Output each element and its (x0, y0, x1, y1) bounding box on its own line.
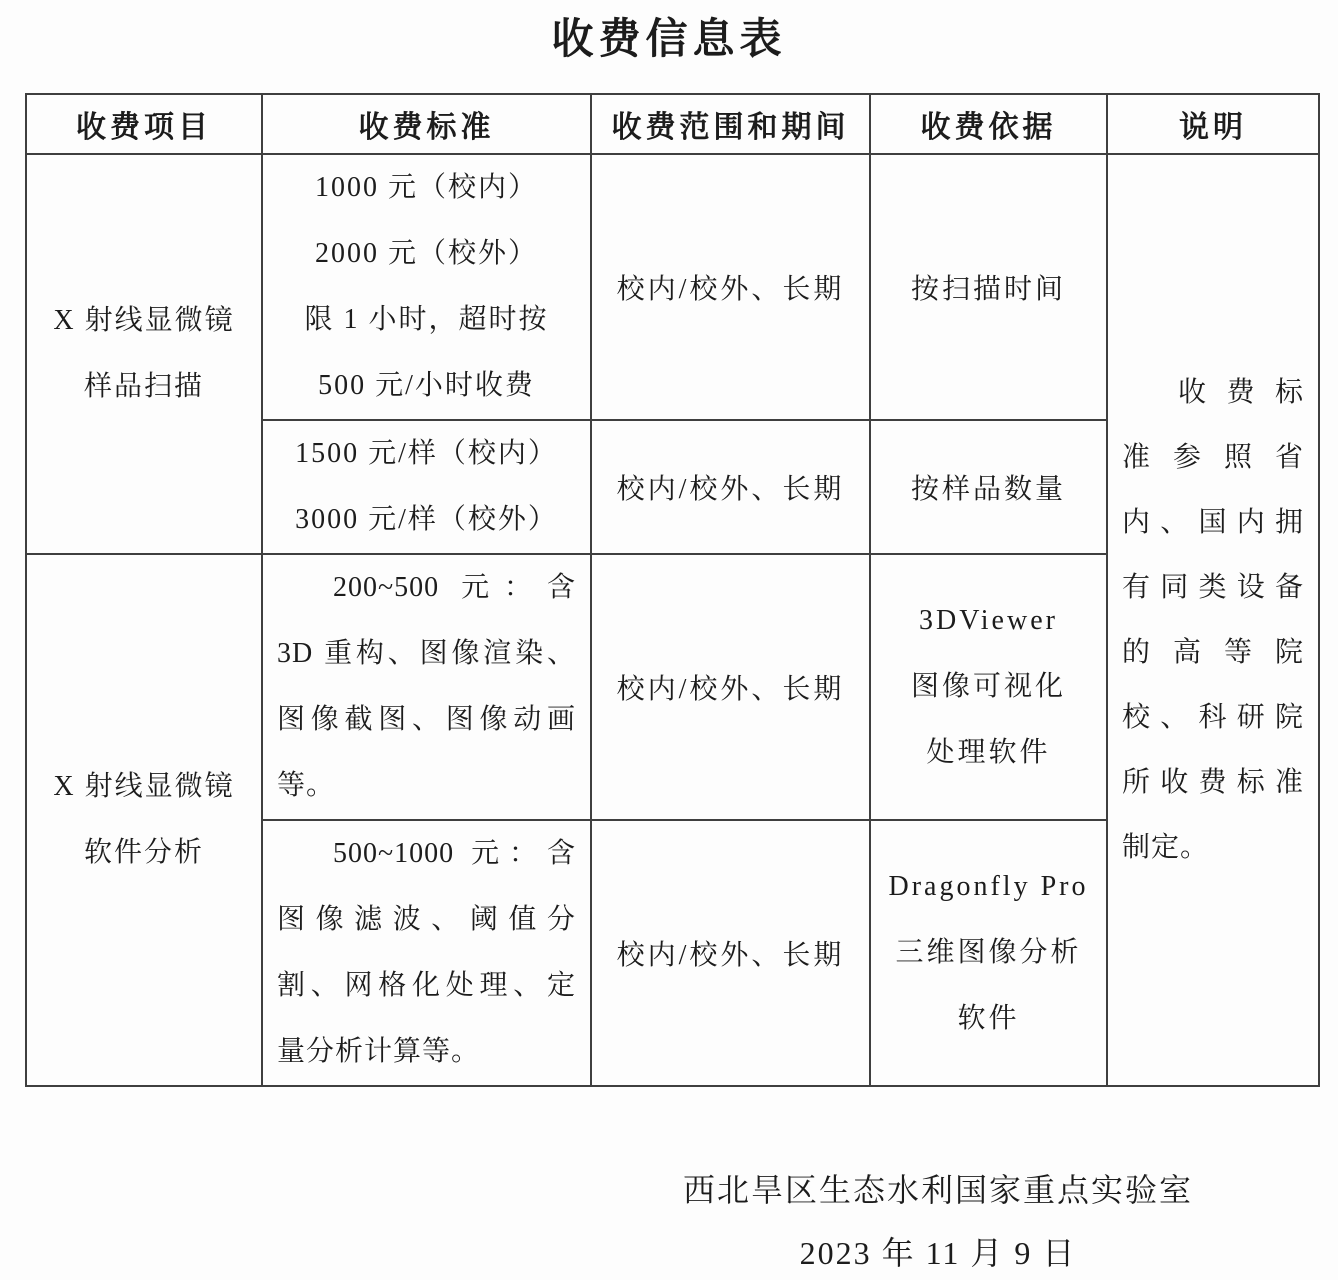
fee-basis-scan-time-cell: 按扫描时间 (870, 154, 1107, 420)
signature-block (578, 1159, 1298, 1280)
document-date: 2023 年 11 月 9 日 (799, 1235, 1077, 1271)
table-row (26, 154, 1319, 420)
fee-standard-per-sample-cell: 1500 元/样（校内） 3000 元/样（校外） (262, 420, 591, 554)
fee-scope-cell: 校内/校外、长期 (591, 554, 870, 820)
header-cell-fee-item: 收费项目 (26, 94, 262, 154)
fee-item-sample-scan-cell: X 射线显微镜 样品扫描 (26, 154, 262, 554)
fee-basis-dragonfly-cell: Dragonfly Pro 三维图像分析 软件 (870, 820, 1107, 1086)
header-cell-fee-scope: 收费范围和期间 (591, 94, 870, 154)
fee-scope-cell: 校内/校外、长期 (591, 154, 870, 420)
fee-item-software-analysis-cell: X 射线显微镜 软件分析 (26, 554, 262, 1086)
fee-scope-cell: 校内/校外、长期 (591, 820, 870, 1086)
fee-basis-sample-count-cell: 按样品数量 (870, 420, 1107, 554)
header-cell-fee-basis: 收费依据 (870, 94, 1107, 154)
fee-standard-scan-time-cell: 1000 元（校内） 2000 元（校外） 限 1 小时，超时按 500 元/小时收费 (262, 154, 591, 420)
fee-basis-3dviewer-cell: 3DViewer 图像可视化 处理软件 (870, 554, 1107, 820)
fee-standard-3dviewer-cell: 200~500 元：含 3D 重构、图像渲染、 图像截图、图像动画 等。 (262, 554, 591, 820)
fee-info-table (25, 93, 1320, 1087)
header-cell-fee-standard: 收费标准 (262, 94, 591, 154)
header-cell-note: 说明 (1107, 94, 1319, 154)
fee-scope-cell: 校内/校外、长期 (591, 420, 870, 554)
note-cell: 收费标 准参照省 内、国内拥 有同类设备 的高等院 校、科研院 所收费标准 制定。 (1107, 154, 1319, 1086)
header-row (26, 94, 1319, 154)
organization-name: 西北旱区生态水利国家重点实验室 (682, 1172, 1193, 1208)
page-title: 收费信息表 (551, 17, 787, 63)
fee-standard-dragonfly-cell: 500~1000 元：含 图像滤波、阈值分 割、网格化处理、定 量分析计算等。 (262, 820, 591, 1086)
